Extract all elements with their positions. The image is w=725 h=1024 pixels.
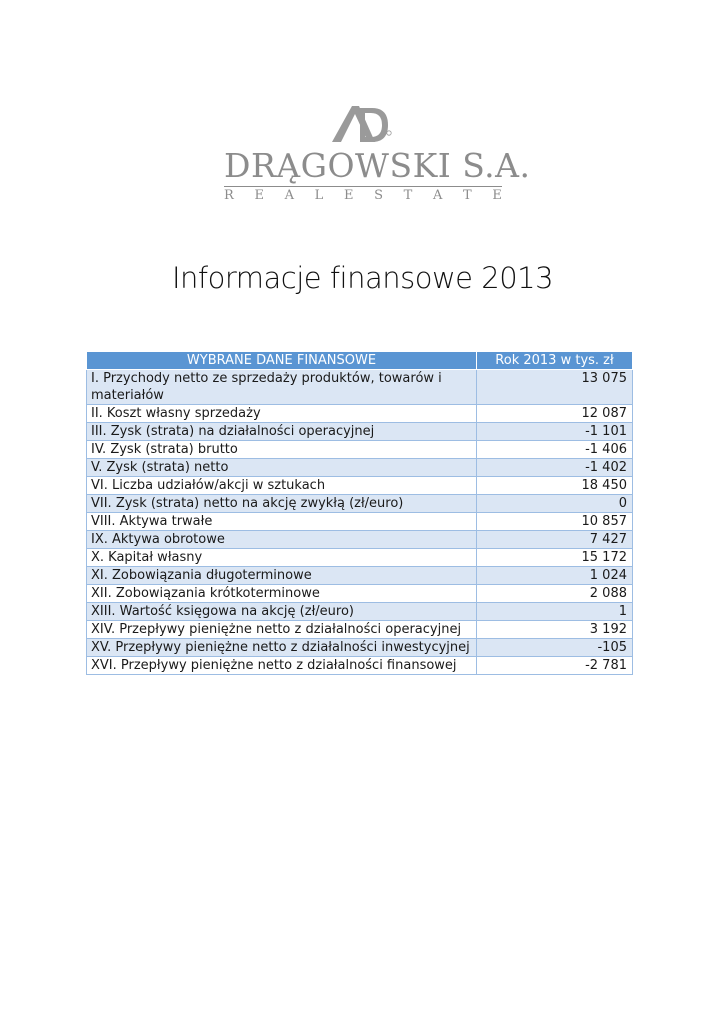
logo-divider: [224, 186, 502, 187]
table-row: [87, 495, 633, 513]
table-row: [87, 459, 633, 477]
table-row: [87, 567, 633, 585]
table-row: [87, 621, 633, 639]
table-row: [87, 423, 633, 441]
logo-subtitle-letter: T: [463, 188, 472, 203]
company-logo: [224, 104, 531, 203]
row-label: XVI. Przepływy pieniężne netto z działalności finansowej: [87, 657, 477, 675]
table-row: [87, 477, 633, 495]
column-header-value: Rok 2013 w tys. zł: [477, 352, 633, 370]
table-row: [87, 513, 633, 531]
logo-subtitle-letter: L: [314, 188, 324, 203]
row-value: -2 781: [477, 657, 633, 675]
row-label: VIII. Aktywa trwałe: [87, 513, 477, 531]
row-label: II. Koszt własny sprzedaży: [87, 405, 477, 423]
row-label: XI. Zobowiązania długoterminowe: [87, 567, 477, 585]
row-value: -1 101: [477, 423, 633, 441]
row-value: 0: [477, 495, 633, 513]
row-value: 3 192: [477, 621, 633, 639]
row-value: 12 087: [477, 405, 633, 423]
logo-subtitle-letter: E: [343, 188, 354, 203]
row-label: V. Zysk (strata) netto: [87, 459, 477, 477]
logo-subtitle-letter: A: [433, 188, 443, 203]
table-row: [87, 405, 633, 423]
logo-subtitle-letter: E: [492, 188, 502, 203]
row-label: I. Przychody netto ze sprzedaży produktów, towarów i materiałów: [87, 370, 477, 405]
row-value: 13 075: [477, 370, 633, 405]
row-label: XIV. Przepływy pieniężne netto z działalności operacyjnej: [87, 621, 477, 639]
table-row: [87, 657, 633, 675]
row-value: 2 088: [477, 585, 633, 603]
column-header-item: WYBRANE DANE FINANSOWE: [87, 352, 477, 370]
table-header-row: [87, 352, 633, 370]
logo-subtitle-letter: R: [224, 188, 234, 203]
row-value: 15 172: [477, 549, 633, 567]
ad-monogram-icon: [330, 104, 392, 144]
table-row: [87, 603, 633, 621]
row-value: 1 024: [477, 567, 633, 585]
table-row: [87, 585, 633, 603]
table-row: [87, 441, 633, 459]
logo-subtitle: [224, 188, 502, 204]
row-label: VII. Zysk (strata) netto na akcję zwykłą (zł/euro): [87, 495, 477, 513]
table-row: [87, 370, 633, 405]
logo-subtitle-letter: A: [284, 188, 294, 203]
row-value: -105: [477, 639, 633, 657]
logo-company-name: DRĄGOWSKI S.A.: [224, 146, 531, 185]
row-value: -1 402: [477, 459, 633, 477]
financial-data-table: [86, 351, 633, 675]
row-value: 18 450: [477, 477, 633, 495]
row-label: IX. Aktywa obrotowe: [87, 531, 477, 549]
row-value: 7 427: [477, 531, 633, 549]
row-label: XII. Zobowiązania krótkoterminowe: [87, 585, 477, 603]
row-label: X. Kapitał własny: [87, 549, 477, 567]
table-row: [87, 639, 633, 657]
row-value: 10 857: [477, 513, 633, 531]
row-label: IV. Zysk (strata) brutto: [87, 441, 477, 459]
table-row: [87, 549, 633, 567]
row-label: III. Zysk (strata) na działalności operacyjnej: [87, 423, 477, 441]
row-label: VI. Liczba udziałów/akcji w sztukach: [87, 477, 477, 495]
row-value: -1 406: [477, 441, 633, 459]
logo-subtitle-letter: E: [254, 188, 264, 203]
logo-subtitle-letter: S: [374, 188, 384, 203]
row-label: XV. Przepływy pieniężne netto z działalności inwestycyjnej: [87, 639, 477, 657]
row-value: 1: [477, 603, 633, 621]
logo-subtitle-letter: T: [403, 188, 413, 203]
row-label: XIII. Wartość księgowa na akcję (zł/euro): [87, 603, 477, 621]
table-row: [87, 531, 633, 549]
page-title: Informacje finansowe 2013: [171, 261, 554, 295]
